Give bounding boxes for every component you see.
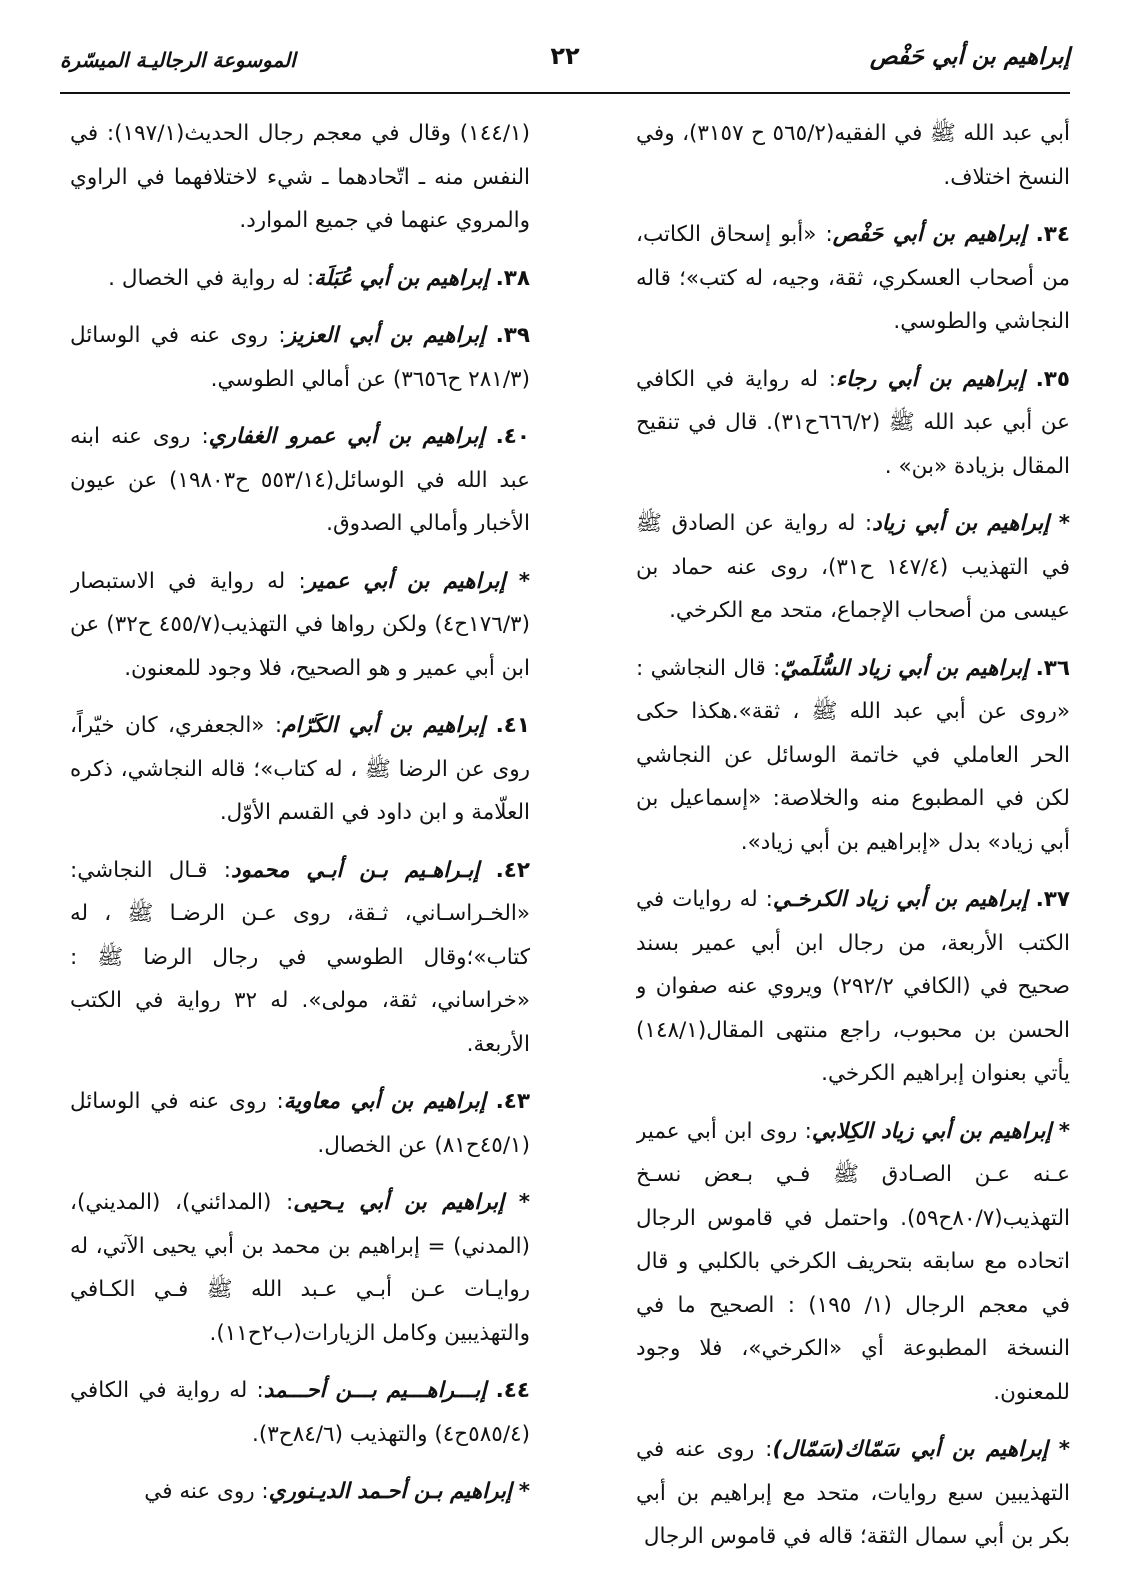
entry-text: : روى عنه في الوسائل (٤٥/١ح٨١) عن الخصال.: [70, 1089, 530, 1158]
entry-star: *: [1058, 1437, 1070, 1462]
entry: [70, 560, 530, 691]
entry-name: إبراهيم بن أبي رجاء: [836, 366, 1025, 392]
left-column: [70, 112, 530, 1552]
entry-star: *: [518, 1190, 530, 1215]
entry: [636, 647, 1070, 865]
entry-name: إبراهيم بن أبي زياد السُّلَميّ: [780, 655, 1029, 681]
entry-text: : له رواية في الكافي (٥٨٥/٤ح٤) والتهذيب (٨٤/٦ح٣).: [70, 1378, 530, 1447]
running-title-entry: إبراهيم بن أبي حَفْص: [869, 44, 1070, 70]
entry: [636, 1110, 1070, 1415]
entry-name: إبراهيم بن أبي العزيز: [285, 323, 486, 348]
entry-continuation: [70, 112, 530, 243]
entry-text: : «أبو إسحاق الكاتب، من أصحاب العسكري، ثقة، وجيه، له كتب»؛ قاله النجاشي والطوسي.: [636, 222, 1070, 334]
entry-name: إبراهيم بن أبي زياد الكِلابي: [811, 1118, 1052, 1144]
entry-text: : له روايات في الكتب الأربعة، من رجال ابن أبي عمير بسند صحيح في (الكافي ٢٩٢/٢) ويروي عنه صفوان و الحسن بن محبوب، راجع منتهى المقال(١٤٨/١) يأتي بعنوان إبراهيم الكرخي.: [636, 887, 1070, 1086]
entry-star: *: [518, 568, 530, 594]
entry-name: إبراهيم بن أبي معاوية: [283, 1089, 486, 1114]
entry-text: أبي عبد الله ﷺ في الفقيه(٥٦٥/٢ ح ٣١٥٧)، وفي النسخ اختلاف.: [636, 121, 1070, 190]
entry-name: إبراهيم بن أبي عمير: [305, 568, 506, 594]
entry-name: إبراهيم بن أبي الكَرّام: [282, 713, 486, 738]
entry-text: (١٤٤/١) وقال في معجم رجال الحديث(١٩٧/١): في النفس منه ـ اتّحادهما ـ شيء لاختلافهما في الراوي والمروي عنهما في جميع الموارد.: [70, 121, 530, 233]
entry-text: : (المدائني)، (المديني)، (المدني) = إبراهيم بن محمد بن أبي يحيى الآتي، له روايـات عـن أبـي عـبد الله ﷺ فـي الكـافي والتهذيبين وكامل الزيارات(ب٢ح١١).: [70, 1190, 530, 1346]
entry-name: إبراهيم بن أبي عمرو الغفاري: [208, 424, 485, 449]
entry-name: إبراهيم بن أبي يـحيى: [293, 1190, 505, 1215]
entry-continuation: [636, 112, 1070, 199]
entry-text: : له رواية في الكافي عن أبي عبد الله ﷺ (٦٦٦/٢ح٣١). قال في تنقيح المقال بزيادة «بن» .: [636, 366, 1070, 479]
entry-number: ٤٠.: [495, 424, 530, 449]
entry: [636, 1428, 1070, 1552]
entry-name: إبراهيم بن أبي سَمّاك(سَمّال): [772, 1437, 1048, 1462]
entry-text: : روى عنه في: [144, 1479, 269, 1504]
entry: [70, 1369, 530, 1456]
entry-number: ٤٢.: [495, 857, 530, 883]
entry: [70, 257, 530, 301]
entry: [636, 213, 1070, 344]
entry: [70, 1080, 530, 1167]
entry-number: ٤٣.: [495, 1089, 530, 1114]
entry: [70, 849, 530, 1067]
entry-text: : قال النجاشي : «روى عن أبي عبد الله ﷺ ، ثقة».هكذا حكى الحر العاملي في خاتمة الوسائل عن النجاشي لكن في المطبوع منه والخلاصة: «إسماعيل بن أبي زياد» بدل «إبراهيم بن أبي زياد».: [636, 655, 1070, 855]
entry-text: : روى عنه في الوسائل (٢٨١/٣ ح٣٦٥٦) عن أمالي الطوسي.: [70, 323, 530, 392]
entry-text: : له رواية في الاستبصار (١٧٦/٣ح٤) ولكن رواها في التهذيب(٤٥٥/٧ ح٣٢) عن ابن أبي عمير و هو الصحيح، فلا وجود للمعنون.: [70, 568, 530, 681]
entry-name: إبراهيم بـن أحـمد الديـنوري: [268, 1479, 512, 1504]
entry: [70, 314, 530, 401]
entry-star: *: [1058, 1118, 1070, 1144]
entry-number: ٣٦.: [1035, 655, 1070, 681]
entry-name: إبراهيم بن أبي حَفْص: [832, 222, 1027, 247]
entry-number: ٤٤.: [495, 1378, 530, 1403]
entry: [70, 1181, 530, 1355]
entry-name: إبراهيم بن أبي زياد الكرخـي: [772, 887, 1028, 912]
entry-text: : له رواية عن الصادق ﷺ في التهذيب (١٤٧/٤ ح٣١)، روى عنه حماد بن عيسى من أصحاب الإجماع، متحد مع الكرخي.: [636, 511, 1070, 623]
right-column: [636, 112, 1070, 1552]
entry: [636, 358, 1070, 489]
entry: [70, 415, 530, 546]
entry-number: ٣٤.: [1035, 222, 1070, 247]
entry: [70, 704, 530, 835]
page-number: ٢٢: [550, 42, 580, 70]
entry-number: ٣٧.: [1035, 887, 1070, 912]
entry-number: ٤١.: [495, 713, 530, 738]
entry-name: إبراهيم بن أبي زياد: [872, 511, 1050, 536]
entry-star: *: [1058, 511, 1070, 536]
entry-number: ٣٥.: [1035, 366, 1070, 392]
entry-name: إبـــراهـــيم بـــن أحـــمد: [263, 1378, 487, 1403]
entry-name: إبـراهـيم بـن أبـي محمود: [231, 857, 480, 883]
entry-text: : له رواية في الخصال .: [108, 265, 315, 291]
entry-text: : قـال النجاشي: «الخـراسـاني، ثـقة، روى عـن الرضـا ﷺ ، له كتاب»؛وقال الطوسي في رجال الرضا ﷺ : «خراساني، ثقة، مولى». له ٣٢ رواية في الكتب الأربعة.: [70, 857, 530, 1057]
entry: [636, 502, 1070, 633]
entry-text: : روى ابن أبي عمير عـنه عـن الصـادق ﷺ فـي بـعض نسـخ التهذيب(٨٠/٧ح٥٩). واحتمل في قاموس الرجال اتحاده مع سابقه بتحريف الكرخي بالكلبي و قال في معجم الرجال (١/ ١٩٥) : الصحيح ما في النسخة المطبوعة أي «الكرخي»، فلا وجود للمعنون.: [636, 1118, 1070, 1405]
entry: [636, 878, 1070, 1096]
entry: [70, 1470, 530, 1514]
entry-text: : «الجعفري، كان خيّراً، روى عن الرضا ﷺ ، له كتاب»؛ قاله النجاشي، ذكره العلّامة و ابن داود في القسم الأوّل.: [70, 713, 530, 825]
page-header: [60, 40, 1070, 94]
entry-star: *: [518, 1479, 530, 1504]
entry-number: ٣٩.: [495, 323, 530, 348]
entry-text: : روى عنه في التهذيبين سبع روايات، متحد مع إبراهيم بن أبي بكر بن أبي سمال الثقة؛ قاله في قاموس الرجال: [636, 1437, 1070, 1549]
entry-number: ٣٨.: [495, 265, 530, 291]
running-title-book: الموسوعة الرجاليـة الميسّرة: [60, 48, 296, 72]
entry-text: : روى عنه ابنه عبد الله في الوسائل(٥٥٣/١٤ ح١٩٨٠٣) عن عيون الأخبار وأمالي الصدوق.: [70, 424, 530, 536]
entry-name: إبراهيم بن أبي عُبَلَة: [314, 265, 489, 291]
